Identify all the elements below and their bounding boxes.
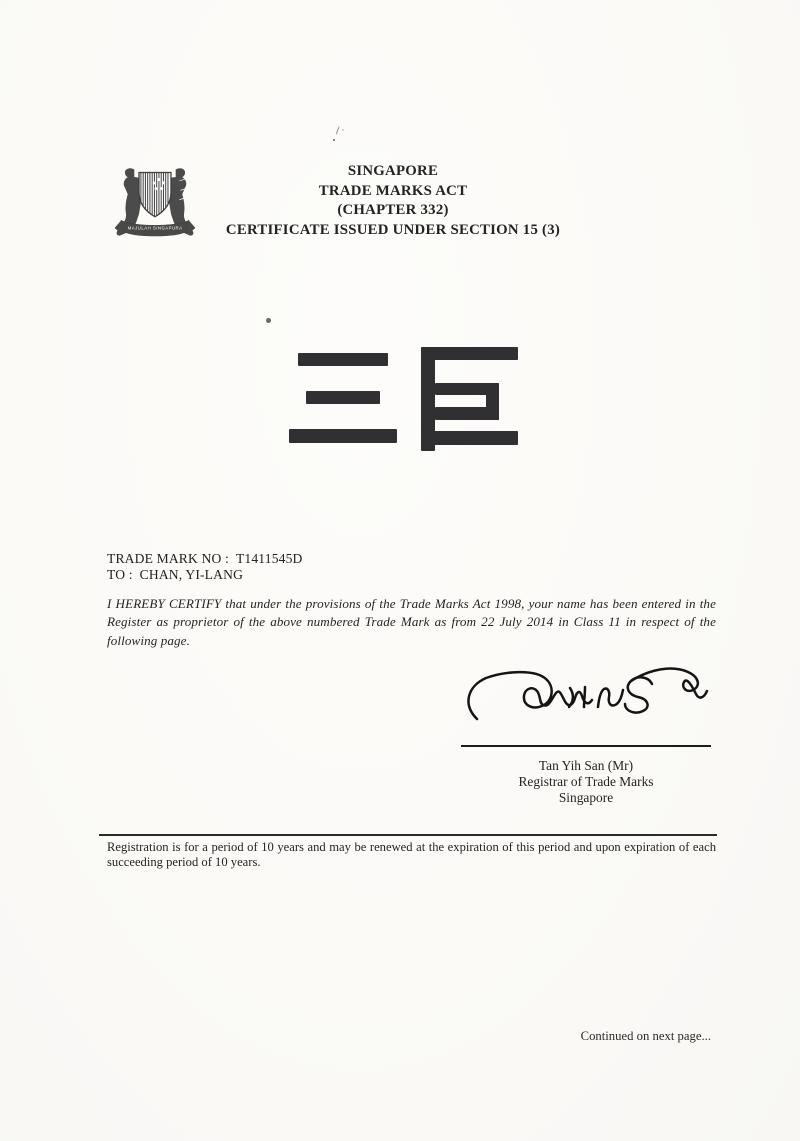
certificate-header xyxy=(0,162,786,240)
continued-note: Continued on next page... xyxy=(580,1029,711,1043)
header-section: CERTIFICATE ISSUED UNDER SECTION 15 (3) xyxy=(225,221,561,238)
renewal-note: Registration is for a period of 10 years and may be renewed at the expiration of this period and upon expiration of each succeeding period of 10 years. xyxy=(107,840,716,870)
pen-mark xyxy=(330,124,350,146)
character-san xyxy=(289,353,397,443)
scan-speck xyxy=(266,318,271,323)
signature-line xyxy=(461,745,711,747)
header-act: TRADE MARKS ACT xyxy=(318,182,468,199)
signatory-place: Singapore xyxy=(558,789,614,805)
trademark-number-label: TRADE MARK NO : xyxy=(107,551,229,566)
character-ju xyxy=(421,347,518,451)
crest-motto: MAJULAH SINGAPURA xyxy=(127,225,183,231)
signatory-block xyxy=(461,758,711,805)
trademark-number-value: T1411545D xyxy=(235,551,303,566)
proprietor-name: CHAN, YI-LANG xyxy=(139,567,244,583)
registrar-signature xyxy=(455,665,710,737)
trademark-image xyxy=(285,344,522,460)
signatory-name: Tan Yih San (Mr) xyxy=(538,758,634,773)
header-chapter: (CHAPTER 332) xyxy=(337,202,449,219)
proprietor-label: TO : xyxy=(107,567,133,583)
footer-divider xyxy=(99,834,717,836)
signatory-title: Registrar of Trade Marks xyxy=(518,773,654,789)
certification-paragraph: I HEREBY CERTIFY that under the provisions of the Trade Marks Act 1998, your name has been entered in the Register as proprietor of the above numbered Trade Mark as from 22 July 2014 in Class 11 in respect of the following page. xyxy=(107,596,716,648)
registration-fields xyxy=(107,551,303,584)
header-country: SINGAPORE xyxy=(347,163,439,179)
trademark-number-row xyxy=(107,551,303,567)
proprietor-row xyxy=(107,567,303,583)
